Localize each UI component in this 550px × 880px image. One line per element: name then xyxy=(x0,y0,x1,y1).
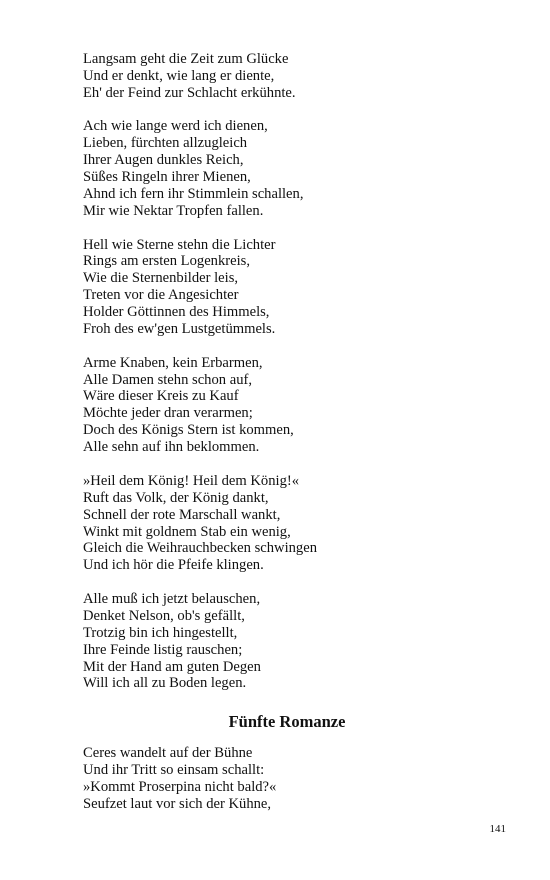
verse-line: Ahnd ich fern ihr Stimmlein schallen, xyxy=(83,186,304,203)
stanza xyxy=(83,118,483,219)
verse-line: Holder Göttinnen des Himmels, xyxy=(83,304,270,321)
verse-line: Ach wie lange werd ich dienen, xyxy=(83,118,268,135)
verse-line: Alle sehn auf ihn beklommen. xyxy=(83,439,260,456)
verse-line: Wie die Sternenbilder leis, xyxy=(83,270,239,287)
poem-stanzas xyxy=(83,51,483,692)
verse-line: Alle Damen stehn schon auf, xyxy=(83,371,252,388)
stanza xyxy=(83,237,483,338)
verse-line: Doch des Königs Stern ist kommen, xyxy=(83,422,294,439)
page-number: 141 xyxy=(489,823,506,835)
verse-line: Treten vor die Angesichter xyxy=(83,287,239,304)
verse-line: Trotzig bin ich hingestellt, xyxy=(83,624,238,641)
stanza xyxy=(83,51,483,102)
verse-line: Und ich hör die Pfeife klingen. xyxy=(83,557,264,574)
verse-line: Froh des ew'gen Lustgetümmels. xyxy=(83,321,276,338)
verse-line: Ihre Feinde listig rauschen; xyxy=(83,641,243,658)
stanza xyxy=(83,745,483,813)
verse-line: Und ihr Tritt so einsam schallt: xyxy=(83,762,265,779)
verse-line: Ihrer Augen dunkles Reich, xyxy=(83,152,244,169)
verse-line: Seufzet laut vor sich der Kühne, xyxy=(83,796,272,813)
stanza xyxy=(83,591,483,692)
verse-line: »Heil dem König! Heil dem König!« xyxy=(83,472,300,489)
verse-line: Denket Nelson, ob's gefällt, xyxy=(83,607,245,624)
section-title: Fünfte Romanze xyxy=(228,712,346,732)
poem-text xyxy=(83,51,483,830)
verse-line: Langsam geht die Zeit zum Glücke xyxy=(83,51,289,67)
verse-line: Schnell der rote Marschall wankt, xyxy=(83,506,281,523)
verse-line: »Kommt Proserpina nicht bald?« xyxy=(83,779,277,796)
verse-line: Gleich die Weihrauchbecken schwingen xyxy=(83,540,317,557)
verse-line: Alle muß ich jetzt belauschen, xyxy=(83,590,261,607)
section-stanzas xyxy=(83,745,483,813)
verse-line: Will ich all zu Boden legen. xyxy=(83,675,247,692)
verse-line: Winkt mit goldnem Stab ein wenig, xyxy=(83,523,291,540)
verse-line: Lieben, fürchten allzugleich xyxy=(83,135,248,152)
verse-line: Ruft das Volk, der König dankt, xyxy=(83,489,269,506)
verse-line: Eh' der Feind zur Schlacht erkühnte. xyxy=(83,84,296,101)
verse-line: Und er denkt, wie lang er diente, xyxy=(83,67,275,84)
verse-line: Arme Knaben, kein Erbarmen, xyxy=(83,354,263,371)
verse-line: Mir wie Nektar Tropfen fallen. xyxy=(83,202,264,219)
stanza xyxy=(83,473,483,574)
verse-line: Mit der Hand am guten Degen xyxy=(83,658,261,675)
verse-line: Wäre dieser Kreis zu Kauf xyxy=(83,388,239,405)
verse-line: Hell wie Sterne stehn die Lichter xyxy=(83,236,276,253)
verse-line: Süßes Ringeln ihrer Mienen, xyxy=(83,169,251,186)
verse-line: Ceres wandelt auf der Bühne xyxy=(83,745,253,762)
stanza xyxy=(83,355,483,456)
verse-line: Rings am ersten Logenkreis, xyxy=(83,253,250,270)
verse-line: Möchte jeder dran verarmen; xyxy=(83,405,253,422)
